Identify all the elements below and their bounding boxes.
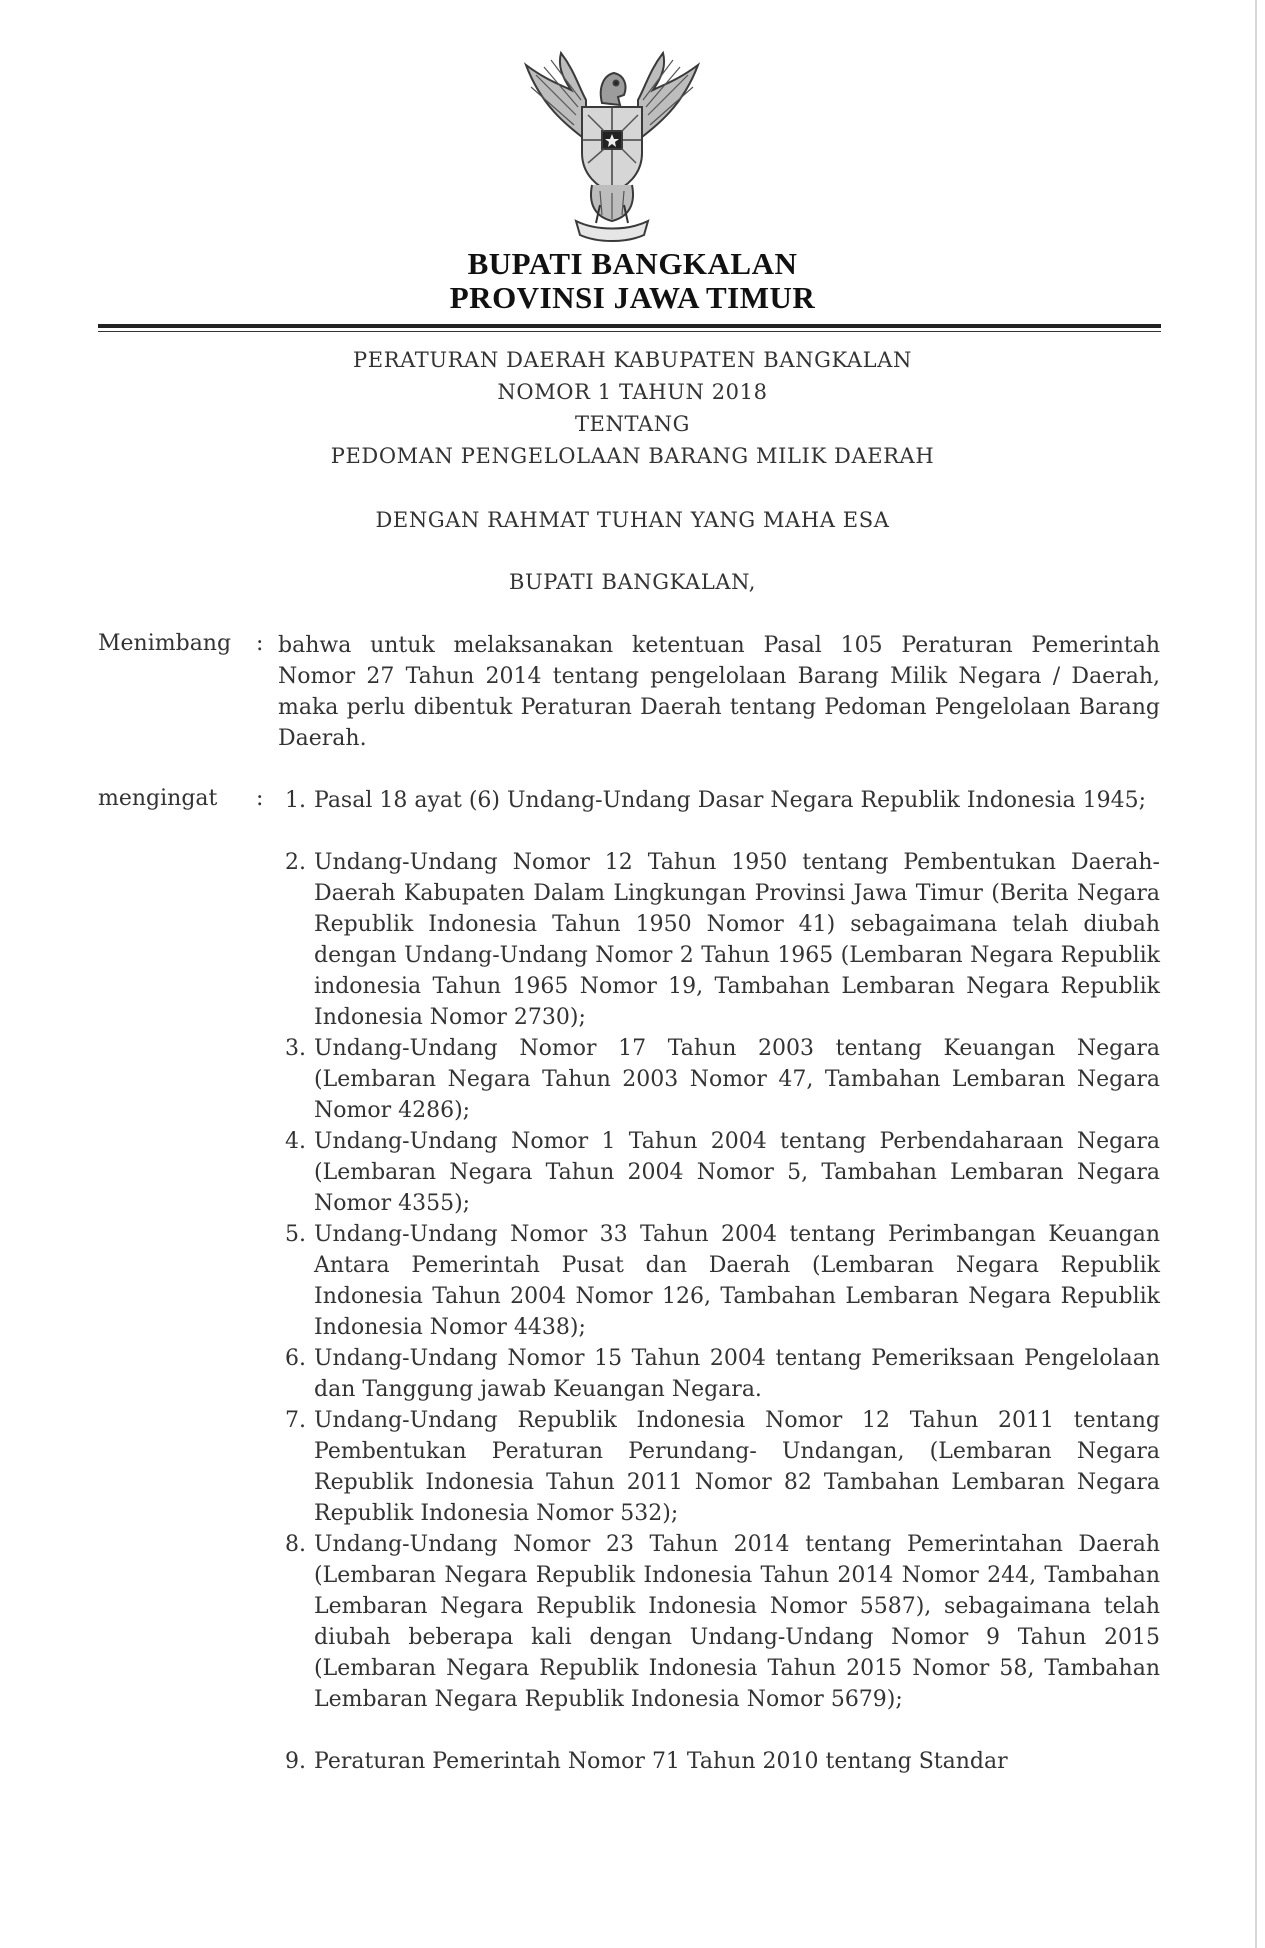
list-item-number: 5. bbox=[285, 1222, 306, 1247]
garuda-emblem-icon bbox=[516, 45, 708, 245]
list-item-number: 7. bbox=[285, 1408, 306, 1433]
list-item-text: Undang-Undang Nomor 33 Tahun 2004 tentang Perimbangan Keuangan Antara Pemerintah Pusat dan Daerah (Lembaran Negara Republik Indonesia Tahun 2004 Nomor 126, Tambahan Lembaran Negara Republik Indonesia Nomor 4438); bbox=[314, 1222, 1160, 1340]
list-item-number: 6. bbox=[285, 1346, 306, 1371]
header-title-line2: PROVINSI JAWA TIMUR bbox=[449, 280, 816, 315]
list-item-number: 4. bbox=[285, 1129, 306, 1154]
menimbang-colon: : bbox=[256, 631, 264, 656]
menimbang-text: bahwa untuk melaksanakan ketentuan Pasal 105 Peraturan Pemerintah Nomor 27 Tahun 2014 tentang pengelolaan Barang Milik Negara / Daerah, maka perlu dibentuk Peraturan Daerah tentang Pedoman Pengelolaan Barang Daerah. bbox=[278, 633, 1160, 751]
regulation-tentang: TENTANG bbox=[574, 412, 691, 436]
list-item-text: Undang-Undang Nomor 23 Tahun 2014 tentang Pemerintahan Daerah (Lembaran Negara Republik Indonesia Tahun 2014 Nomor 244, Tambahan Lembaran Negara Republik Indonesia Nomor 5587), sebagaimana telah diubah beberapa kali dengan Undang-Undang Nomor 9 Tahun 2015 (Lembaran Negara Republik Indonesia Tahun 2015 Nomor 58, Tambahan Lembaran Negara Republik Indonesia Nomor 5679); bbox=[314, 1532, 1160, 1712]
menimbang-label: Menimbang bbox=[98, 631, 232, 656]
regulation-number: NOMOR 1 TAHUN 2018 bbox=[497, 380, 768, 404]
list-item-text: Undang-Undang Republik Indonesia Nomor 12 Tahun 2011 tentang Pembentukan Peraturan Perundang- Undangan, (Lembaran Negara Republik Indonesia Tahun 2011 Nomor 82 Tambahan Lembaran Negara Republik Indonesia Nomor 532); bbox=[314, 1408, 1160, 1526]
list-item-text: Peraturan Pemerintah Nomor 71 Tahun 2010 tentang Standar bbox=[314, 1749, 1008, 1774]
blessing-line: DENGAN RAHMAT TUHAN YANG MAHA ESA bbox=[375, 508, 890, 532]
list-item-number: 3. bbox=[285, 1036, 306, 1061]
regulation-line1: PERATURAN DAERAH KABUPATEN BANGKALAN bbox=[353, 348, 912, 372]
header-rule-thick bbox=[98, 324, 1161, 328]
mengingat-label: mengingat bbox=[98, 786, 218, 811]
header-title-line1: BUPATI BANGKALAN bbox=[467, 246, 798, 281]
list-item-number: 8. bbox=[285, 1532, 306, 1557]
mengingat-colon: : bbox=[256, 786, 264, 811]
header-rule-thin bbox=[98, 331, 1161, 332]
list-item-text: Pasal 18 ayat (6) Undang-Undang Dasar Negara Republik Indonesia 1945; bbox=[314, 788, 1147, 813]
list-item-text: Undang-Undang Nomor 12 Tahun 1950 tentang Pembentukan Daerah-Daerah Kabupaten Dalam Lingkungan Provinsi Jawa Timur (Berita Negara Republik Indonesia Tahun 1950 Nomor 41) sebagaimana telah diubah dengan Undang-Undang Nomor 2 Tahun 1965 (Lembaran Negara Republik indonesia Tahun 1965 Nomor 19, Tambahan Lembaran Negara Republik Indonesia Nomor 2730); bbox=[314, 850, 1160, 1030]
list-item-text: Undang-Undang Nomor 15 Tahun 2004 tentang Pemeriksaan Pengelolaan dan Tanggung jawab Keuangan Negara. bbox=[314, 1346, 1160, 1402]
list-item-number: 9. bbox=[285, 1749, 306, 1774]
list-item-number: 2. bbox=[285, 850, 306, 875]
list-item-text: Undang-Undang Nomor 17 Tahun 2003 tentang Keuangan Negara (Lembaran Negara Tahun 2003 Nomor 47, Tambahan Lembaran Negara Nomor 4286); bbox=[314, 1036, 1160, 1123]
authority-line: BUPATI BANGKALAN, bbox=[508, 570, 757, 594]
list-item-text: Undang-Undang Nomor 1 Tahun 2004 tentang Perbendaharaan Negara (Lembaran Negara Tahun 2004 Nomor 5, Tambahan Lembaran Negara Nomor 4355); bbox=[314, 1129, 1160, 1216]
list-item-number: 1. bbox=[285, 788, 306, 813]
regulation-subject: PEDOMAN PENGELOLAAN BARANG MILIK DAERAH bbox=[330, 444, 935, 468]
